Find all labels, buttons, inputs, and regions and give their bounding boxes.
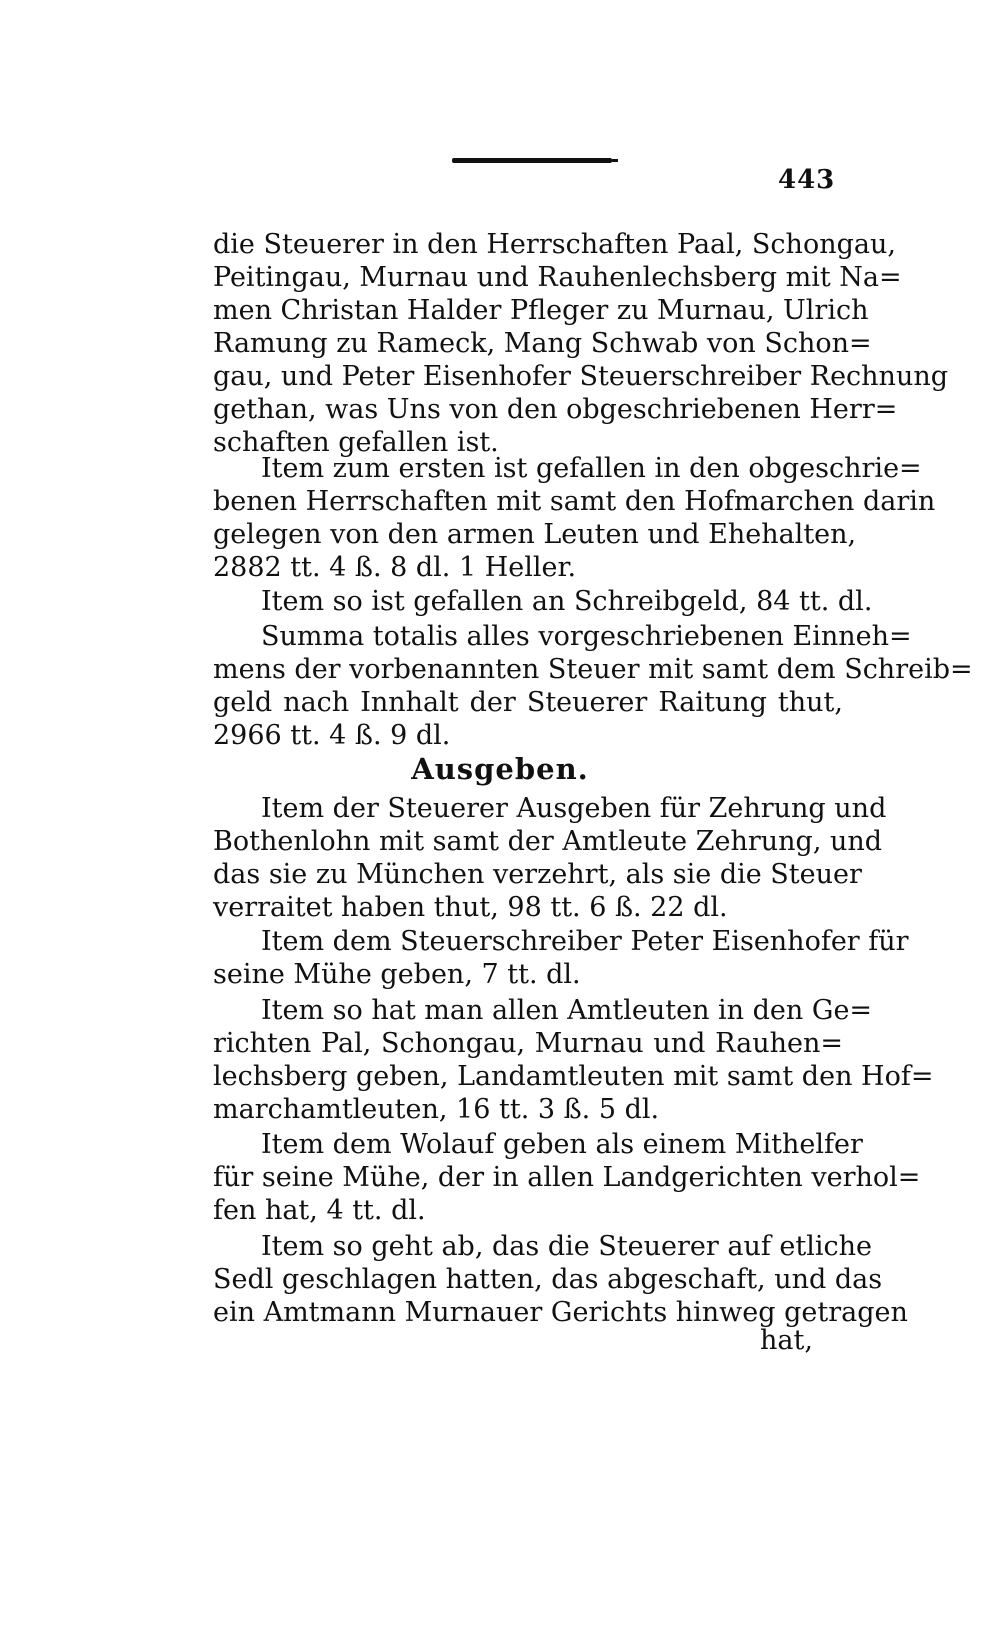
text-line: gethan, was Uns von den obgeschriebenen Herr= bbox=[213, 394, 898, 425]
page-number: 443 bbox=[778, 165, 836, 195]
text-line: men Christan Halder Pfleger zu Murnau, Ulrich bbox=[213, 295, 869, 326]
text-line: lechsberg geben, Landamtleuten mit samt den Hof= bbox=[213, 1061, 934, 1092]
text-line: gau, und Peter Eisenhofer Steuerschreiber Rechnung bbox=[213, 361, 949, 392]
text-line: fen hat, 4 tt. dl. bbox=[213, 1195, 426, 1226]
text-line: Summa totalis alles vorgeschriebenen Einneh= bbox=[261, 621, 912, 652]
paragraph-4 bbox=[213, 620, 973, 752]
section-heading: Ausgeben. bbox=[411, 752, 589, 786]
text-line: gelegen von den armen Leuten und Ehehalten, bbox=[213, 519, 857, 550]
text-line: Item dem Wolauf geben als einem Mithelfer bbox=[261, 1129, 863, 1160]
header-rule bbox=[452, 158, 612, 163]
text-line: Ramung zu Rameck, Mang Schwab von Schon= bbox=[213, 328, 872, 359]
text-line: Item der Steuerer Ausgeben für Zehrung und bbox=[261, 793, 887, 824]
text-line: Sedl geschlagen hatten, das abgeschaft, und das bbox=[213, 1264, 883, 1295]
paragraph-9 bbox=[213, 1230, 908, 1329]
text-line: seine Mühe geben, 7 tt. dl. bbox=[213, 959, 581, 990]
text-line: marchamtleuten, 16 tt. 3 ß. 5 dl. bbox=[213, 1094, 660, 1125]
text-line: Item zum ersten ist gefallen in den obgeschrie= bbox=[261, 453, 922, 484]
text-line: 2966 tt. 4 ß. 9 dl. bbox=[213, 720, 451, 751]
text-line: Peitingau, Murnau und Rauhenlechsberg mit Na= bbox=[213, 262, 902, 293]
paragraph-3 bbox=[213, 585, 873, 618]
text-line: verraitet haben thut, 98 tt. 6 ß. 22 dl. bbox=[213, 892, 728, 923]
paragraph-2 bbox=[213, 452, 936, 584]
catchword: hat, bbox=[760, 1325, 813, 1356]
paragraph-1 bbox=[213, 228, 949, 459]
text-line: Item so geht ab, das die Steuerer auf etliche bbox=[261, 1231, 873, 1262]
text-line: ein Amtmann Murnauer Gerichts hinweg getragen bbox=[213, 1297, 908, 1328]
text-line: 2882 tt. 4 ß. 8 dl. 1 Heller. bbox=[213, 552, 577, 583]
paragraph-6 bbox=[213, 925, 909, 991]
text-line: Item dem Steuerschreiber Peter Eisenhofer für bbox=[261, 926, 909, 957]
text-line: benen Herrschaften mit samt den Hofmarchen darin bbox=[213, 486, 936, 517]
text-line: das sie zu München verzehrt, als sie die Steuer bbox=[213, 859, 862, 890]
paragraph-7 bbox=[213, 994, 934, 1126]
text-line: richten Pal, Schongau, Murnau und Rauhen= bbox=[213, 1028, 843, 1059]
text-line: schaften gefallen ist. bbox=[213, 427, 499, 458]
text-line: für seine Mühe, der in allen Landgerichten verhol= bbox=[213, 1162, 921, 1193]
text-line: Item so ist gefallen an Schreibgeld, 84 tt. dl. bbox=[261, 586, 873, 617]
text-line: geld nach Innhalt der Steuerer Raitung thut, bbox=[213, 687, 843, 718]
text-line: Item so hat man allen Amtleuten in den Ge= bbox=[261, 995, 873, 1026]
paragraph-5 bbox=[213, 792, 887, 924]
text-line: mens der vorbenannten Steuer mit samt dem Schreib= bbox=[213, 654, 973, 685]
text-line: die Steuerer in den Herrschaften Paal, Schongau, bbox=[213, 229, 896, 260]
paragraph-8 bbox=[213, 1128, 921, 1227]
text-line: Bothenlohn mit samt der Amtleute Zehrung, und bbox=[213, 826, 883, 857]
